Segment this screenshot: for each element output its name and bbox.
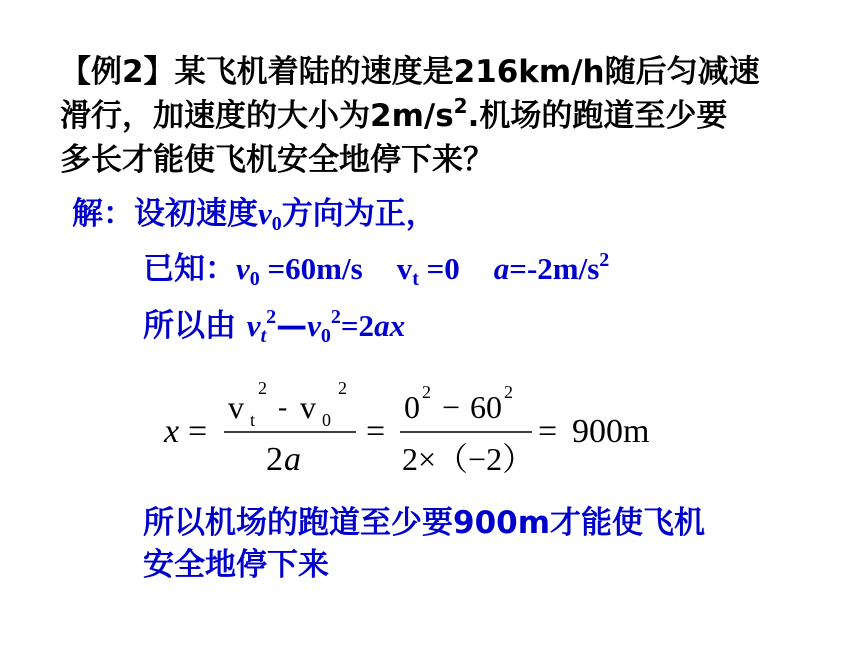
formula-x: x bbox=[164, 413, 180, 450]
known-v0-sub: 0 bbox=[249, 268, 260, 290]
formula-num2-0-sq: 2 bbox=[422, 382, 431, 402]
problem-line-1: 【例2】某飞机着陆的速度是216km/h随后匀减速 bbox=[60, 54, 760, 90]
problem-line-2a: 滑行，加速度的大小为2m/s bbox=[60, 98, 454, 134]
formula-result: 900m bbox=[572, 413, 650, 450]
formula-den2: 2×（−2） bbox=[402, 441, 535, 477]
problem-line-3: 多长才能使飞机安全地停下来？ bbox=[60, 142, 494, 178]
formula-num1-0-sub: 0 bbox=[322, 410, 331, 430]
kinematic-equation bbox=[143, 300, 405, 345]
therefore-label: 所以由 bbox=[143, 308, 247, 344]
known-label: 已知： bbox=[143, 251, 236, 287]
formula-den1-a: a bbox=[284, 441, 301, 478]
problem-unit-exponent: 2 bbox=[453, 94, 468, 118]
formula-num1-vt: v bbox=[228, 389, 244, 425]
eq-v0-sup: 2 bbox=[330, 306, 341, 328]
formula-num1-t-sub: t bbox=[250, 410, 256, 430]
var-v0: v bbox=[258, 196, 272, 231]
formula-eq-3: = bbox=[538, 413, 558, 450]
eq-ax: ax bbox=[374, 308, 406, 343]
known-a: a bbox=[493, 251, 510, 286]
known-vt: v bbox=[396, 251, 413, 286]
problem-line-2b: .机场的跑道至少要 bbox=[467, 98, 728, 134]
formula-den1-2: 2 bbox=[266, 441, 283, 478]
var-v0-sub: 0 bbox=[271, 213, 282, 235]
eq-v0-sub: 0 bbox=[320, 325, 331, 347]
formula-num2-0: 0 bbox=[404, 389, 420, 425]
eq-vt: v bbox=[246, 308, 261, 343]
known-a-exponent: 2 bbox=[599, 249, 610, 271]
formula-num1-t-sq: 2 bbox=[258, 380, 267, 398]
solution-intro-suffix: 方向为正， bbox=[281, 196, 437, 232]
formula-num1-minus: - bbox=[278, 392, 288, 423]
formula-eq-1: = bbox=[188, 413, 208, 450]
conclusion-line-2: 安全地停下来 bbox=[143, 547, 329, 583]
solution-intro-prefix: 解：设初速度 bbox=[72, 196, 258, 232]
conclusion bbox=[143, 502, 705, 586]
formula-num1-v0: v bbox=[300, 389, 316, 425]
problem-line-2 bbox=[60, 94, 800, 138]
solution-intro bbox=[72, 188, 437, 233]
formula-num1-0-sq: 2 bbox=[338, 380, 347, 398]
known-values bbox=[143, 243, 609, 288]
formula-num2-60-sq: 2 bbox=[504, 382, 513, 402]
displacement-formula bbox=[160, 380, 680, 480]
known-v0: v bbox=[236, 251, 250, 286]
known-vt-value: =0 bbox=[418, 251, 460, 286]
formula-num2-minus: − bbox=[442, 389, 461, 425]
formula-eq-2: = bbox=[366, 413, 386, 450]
eq-v0: v bbox=[307, 308, 321, 343]
formula-num2-60: 60 bbox=[470, 389, 502, 425]
known-v0-value: =60m/s bbox=[259, 251, 363, 286]
eq-vt-sup: 2 bbox=[266, 306, 277, 328]
eq-equals-2: =2 bbox=[340, 308, 375, 343]
eq-minus: — bbox=[276, 308, 308, 344]
conclusion-line-1: 所以机场的跑道至少要900m才能使飞机 bbox=[143, 505, 706, 541]
known-a-value: =-2m/s bbox=[509, 251, 600, 286]
eq-vt-sub: t bbox=[260, 325, 267, 347]
problem-statement bbox=[60, 50, 800, 182]
known-vt-sub: t bbox=[412, 268, 419, 290]
